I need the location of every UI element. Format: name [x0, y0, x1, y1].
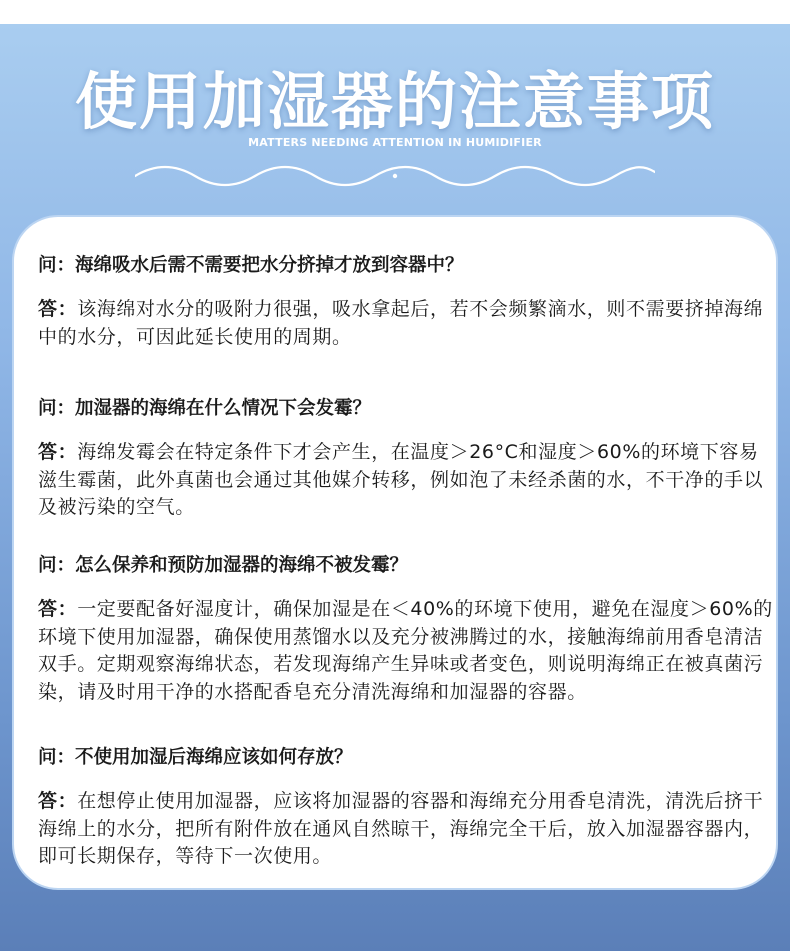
question: 问：海绵吸水后需不需要把水分挤掉才放到容器中？ [38, 255, 464, 276]
answer [38, 596, 778, 706]
answer [38, 788, 778, 871]
answer-text: 该海绵对水分的吸附力很强，吸水拿起后，若不会频繁滴水，则不需要挤掉海绵中的水分，可因此延长使用的周期。 [38, 298, 764, 348]
wave-divider-icon [135, 158, 655, 188]
page-title: 使用加湿器的注意事项 [74, 65, 715, 138]
answer [38, 439, 778, 522]
answer-text: 一定要配备好湿度计，确保加湿是在＜40%的环境下使用，避免在湿度＞60%的环境下使用加湿器，确保使用蒸馏水以及充分被沸腾过的水，接触海绵前用香皂清洁双手。定期观察海绵状态，若发现海绵产生异味或者变色，则说明海绵正在被真菌污染，请及时用干净的水搭配香皂充分清洗海绵和加湿器的容器。 [38, 598, 773, 703]
answer-label: 答： [38, 441, 78, 463]
qa-list [38, 252, 778, 887]
qa-item [38, 252, 778, 395]
answer-label: 答： [38, 598, 78, 620]
question: 问：加湿器的海绵在什么情况下会发霉？ [38, 398, 372, 419]
answer-label: 答： [38, 298, 78, 320]
question: 问：不使用加湿后海绵应该如何存放？ [38, 747, 353, 768]
answer-label: 答： [38, 790, 78, 812]
answer-text: 在想停止使用加湿器，应该将加湿器的容器和海绵充分用香皂清洗，清洗后挤干海绵上的水分，把所有附件放在通风自然晾干，海绵完全干后，放入加湿器容器内，即可长期保存，等待下一次使用。 [38, 790, 764, 867]
qa-item [38, 395, 778, 552]
page-subtitle: MATTERS NEEDING ATTENTION IN HUMIDIFIER [248, 136, 542, 149]
qa-item [38, 744, 778, 887]
question: 问：怎么保养和预防加湿器的海绵不被发霉？ [38, 555, 409, 576]
answer [38, 296, 778, 351]
answer-text: 海绵发霉会在特定条件下才会产生，在温度＞26°C和湿度＞60%的环境下容易滋生霉菌，此外真菌也会通过其他媒介转移，例如泡了未经杀菌的水，不干净的手以及被污染的空气。 [38, 441, 764, 518]
qa-item [38, 552, 778, 744]
